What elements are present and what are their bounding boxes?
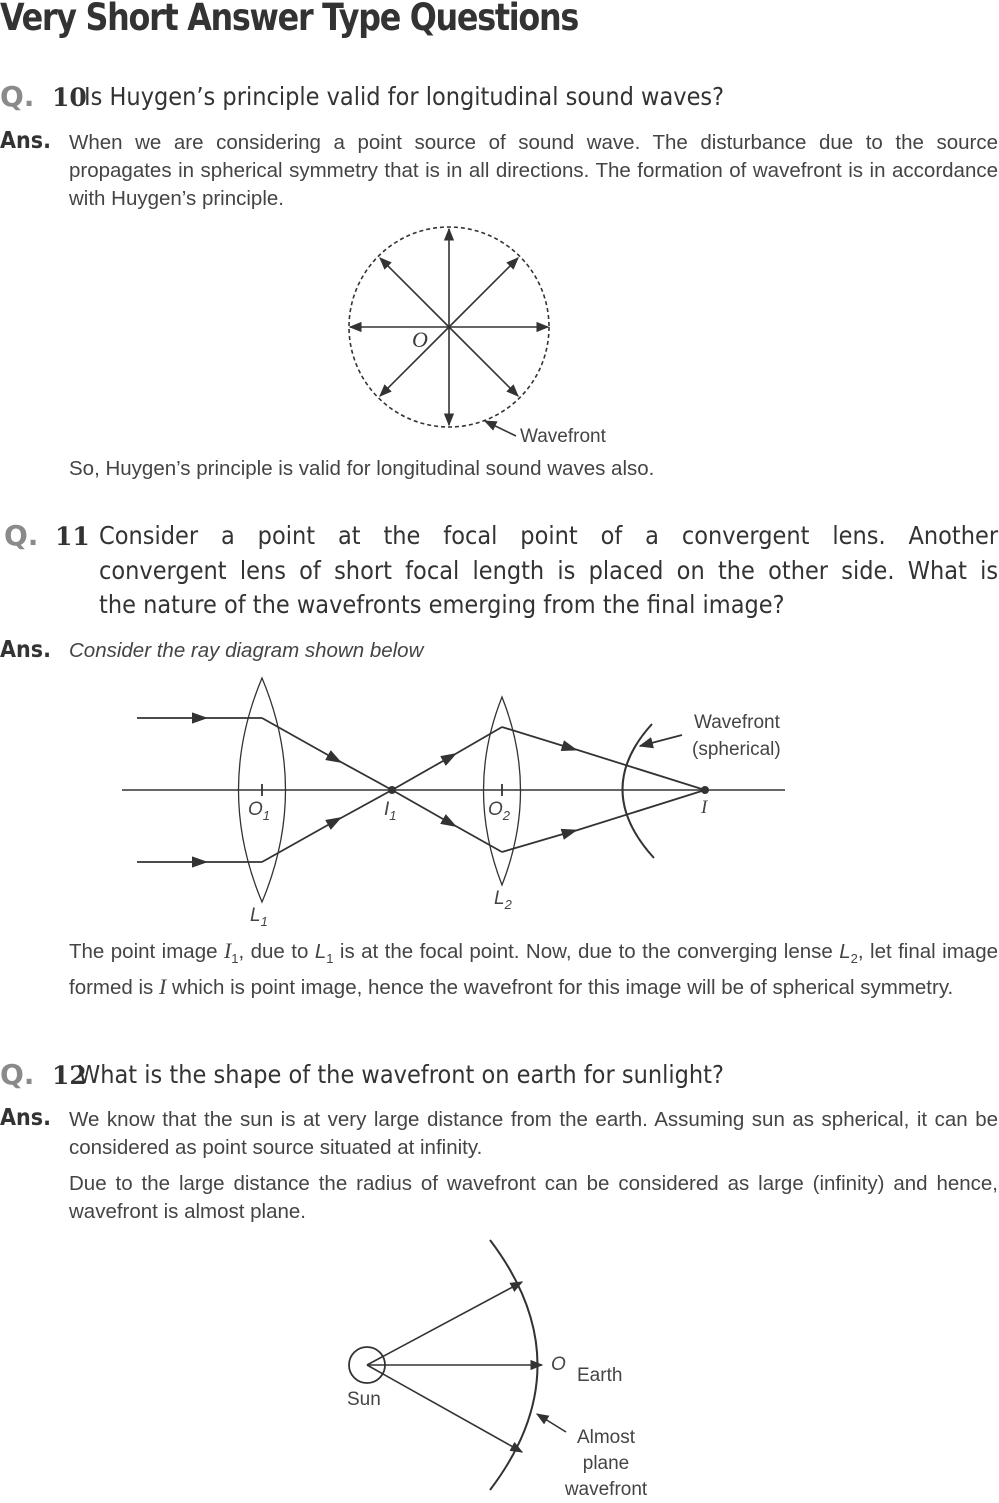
question-marker: Q. bbox=[0, 1058, 35, 1091]
wavefront-label: Wavefront bbox=[694, 712, 780, 733]
wavefront-label: Wavefront bbox=[520, 426, 606, 447]
question-number: 12 bbox=[52, 1061, 87, 1090]
answer-marker: Ans. bbox=[0, 637, 51, 663]
answer-text: We know that the sun is at very large distance from the earth. Assuming sun as spherical, it can be considered as point source situated at infinity. bbox=[69, 1108, 998, 1159]
o2-label: $O_2$ bbox=[488, 799, 511, 823]
question-marker: Q. bbox=[0, 80, 35, 113]
section-heading: Very Short Answer Type Questions bbox=[0, 0, 578, 39]
question-text: What is the shape of the wavefront on earth for sunlight? bbox=[78, 1060, 724, 1089]
answer-text: When we are considering a point source of sound wave. The disturbance due to the source propagates in spherical symmetry that is in all directions. The formation of wavefront is in accordance with Huygen’s principle. bbox=[69, 131, 998, 210]
question-line: Consider a point at the focal point of a convergent lens. Another bbox=[99, 521, 999, 550]
explanation-text: The point image $I_1$, due to $L_1$ is at the focal point. Now, due to the converging lense $L_2$, let final image formed is I which is point image, hence the wavefront for this image will be of spherical symmetry. bbox=[69, 938, 998, 1000]
i1-label: $I_1$ bbox=[384, 799, 397, 823]
answer-text: Due to the large distance the radius of wavefront can be considered as large (infinity) and hence, wavefront is almost plane. bbox=[69, 1172, 998, 1223]
question-number: 10 bbox=[52, 83, 87, 112]
question-marker: Q. bbox=[4, 519, 39, 552]
answer-marker: Ans. bbox=[0, 128, 51, 154]
question-line: convergent lens of short focal length is placed on the other side. What is bbox=[99, 555, 999, 585]
question-text bbox=[99, 519, 998, 623]
center-label: O bbox=[412, 327, 428, 352]
o-label: O bbox=[551, 1354, 566, 1375]
o1-label: $O_1$ bbox=[248, 799, 271, 823]
question-text: Is Huygen’s principle valid for longitudinal sound waves? bbox=[84, 82, 725, 111]
sunlight-diagram bbox=[349, 1240, 566, 1490]
l1-label: $L_1$ bbox=[250, 905, 268, 929]
image-label: I bbox=[701, 797, 708, 818]
question-number: 11 bbox=[55, 522, 90, 551]
ray-diagram bbox=[122, 678, 785, 902]
earth-label: Earth bbox=[577, 1365, 623, 1386]
conclusion-text: So, Huygen’s principle is valid for longitudinal sound waves also. bbox=[69, 457, 655, 480]
l2-label: $L_2$ bbox=[494, 888, 512, 912]
wavefront-type-label: (spherical) bbox=[692, 739, 781, 760]
answer-intro: Consider the ray diagram shown below bbox=[69, 639, 424, 662]
spherical-wavefront-diagram bbox=[349, 227, 549, 436]
wavefront-label: Almost plane wavefront bbox=[564, 1427, 648, 1500]
sun-label: Sun bbox=[347, 1389, 381, 1410]
answer-marker: Ans. bbox=[0, 1105, 51, 1131]
question-line: the nature of the wavefronts emerging from the final image? bbox=[99, 590, 785, 619]
